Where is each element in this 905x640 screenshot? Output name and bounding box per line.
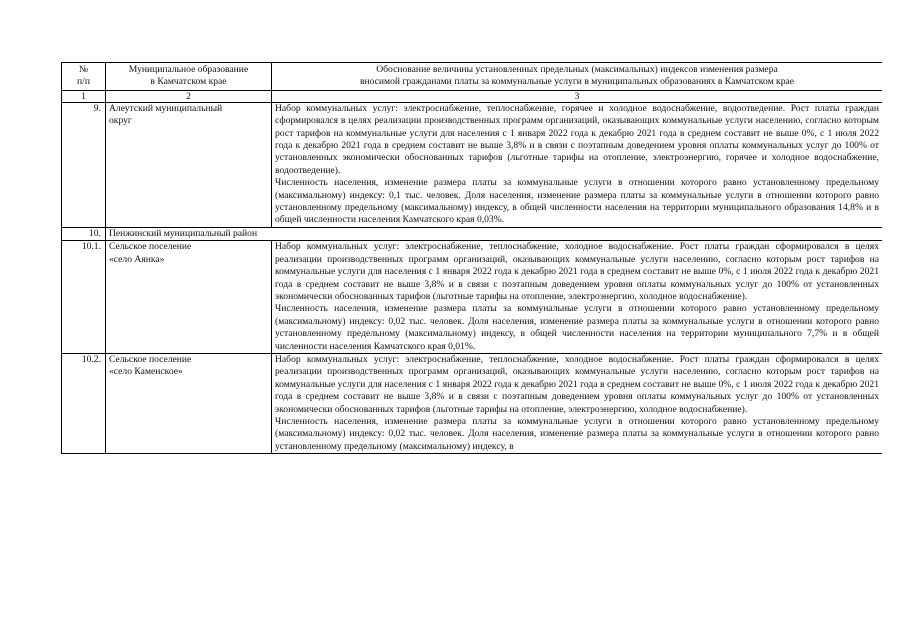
municipality-name-line2: «село Каменское» xyxy=(109,366,183,378)
header-justification-line2: вносимой гражданами платы за коммунальные услуги в муниципальных образованиях в Камчатском крае xyxy=(359,76,795,88)
header-municipality-line1: Муниципальное образование xyxy=(128,64,249,75)
row-number: 10.1. xyxy=(62,241,106,354)
justification-paragraph: Набор коммунальных услуг: электроснабжение, теплоснабжение, холодное водоснабжение. Рост платы граждан сформировался в целях реализации производственных программ организаций, оказывающих коммунальные услуги населению, согласно которым рост тарифов на коммунальные услуги для населения с 1 января 2022 года к декабрю 2021 года в среднем составит не выше 0%, с 1 июля 2022 года к декабрю 2021 года в среднем составит не выше 3,8% и в связи с поэтапным доведением уровня оплаты коммунальных услуг до 100% от установленных экономически обоснованных тарифов (льготные тарифы на отопление, электроэнергию, холодное водоснабжение). xyxy=(275,241,879,302)
table-row xyxy=(62,102,883,227)
municipality-name-line2: «село Аянка» xyxy=(109,253,165,265)
municipality-name-line1: Сельское поселение xyxy=(109,241,192,253)
column-number-2: 2 xyxy=(106,90,272,102)
municipality-name: Пенжинский муниципальный район xyxy=(106,227,883,240)
header-justification-line1: Обоснование величины установленных предельных (максимальных) индексов изменения размера xyxy=(376,64,778,75)
municipality-name xyxy=(106,353,272,453)
column-number-3: 3 xyxy=(272,90,883,102)
column-number-1: 1 xyxy=(62,90,106,102)
table-row xyxy=(62,227,883,240)
justification-paragraph: Набор коммунальных услуг: электроснабжение, теплоснабжение, холодное водоснабжение. Рост платы граждан сформировался в целях реализации производственных программ организаций, оказывающих коммунальные услуги населению, согласно которым рост тарифов на коммунальные услуги для населения с 1 января 2022 года к декабрю 2021 года в среднем составит не выше 0%, с 1 июля 2022 года к декабрю 2021 года в среднем составит не выше 3,8% и в связи с поэтапным доведением уровня оплаты коммунальных услуг до 100% от установленных экономически обоснованных тарифов (льготные тарифы на отопление, электроэнергию, холодное водоснабжение). xyxy=(275,353,879,415)
header-justification-cell xyxy=(272,63,883,91)
municipality-name xyxy=(106,241,272,354)
justification-paragraph: Набор коммунальных услуг: электроснабжение, теплоснабжение, горячее и холодное водоснабжение, водоотведение. Рост платы граждан сформировался в целях реализации производственных программ организаций, оказывающих коммунальные услуги населению, согласно которым рост тарифов на коммунальные услуги для населения с 1 января 2022 года к декабрю 2021 года в среднем составит не выше 0%, с 1 июля 2022 года к декабрю 2021 года в среднем составит не выше 3,8% и в связи с поэтапным доведением уровня оплаты коммунальных услуг до 100% от установленных экономически обоснованных тарифов (льготные тарифы на отопление, электроэнергию, горячее и холодное водоснабжение, водоотведение). xyxy=(275,102,879,176)
tariff-table xyxy=(61,62,882,454)
justification-text xyxy=(272,353,883,453)
table-row xyxy=(62,241,883,354)
document-page xyxy=(61,62,882,565)
municipality-name: Алеутский муниципальный округ xyxy=(106,102,272,227)
justification-paragraph: Численность населения, изменение размера платы за коммунальные услуги в отношении которого равно установленному предельному (максимальному) индексу: 0,1 тыс. человек. Доля населения, изменение размера платы за коммунальные услуги в отношении которого равно установленному предельному (максимальному) индексу, в общей численности населения на территории муниципального образования 14,8% и в общей численности населения Камчатского края 0,03%. xyxy=(275,177,879,226)
header-number-cell xyxy=(62,63,106,91)
header-municipality-line2: в Камчатском крае xyxy=(150,76,227,88)
row-number: 10.2. xyxy=(62,353,106,453)
header-number-line2: п/п xyxy=(77,76,90,88)
column-number-row xyxy=(62,90,883,102)
justification-paragraph: Численность населения, изменение размера платы за коммунальные услуги в отношении которого равно установленному предельному (максимальному) индексу: 0,02 тыс. человек. Доля населения, изменение размера платы за коммунальные услуги в отношении которого равно установленному предельному (максимальному) индексу, в общей численности населения на территории муниципального 7,7% и в общей численности населения Камчатского края 0,01%. xyxy=(275,303,879,352)
table-row xyxy=(62,353,883,453)
municipality-name-line1: Сельское поселение xyxy=(109,353,192,365)
justification-text xyxy=(272,241,883,354)
table-header-row xyxy=(62,63,883,91)
header-municipality-cell xyxy=(106,63,272,91)
justification-paragraph: Численность населения, изменение размера платы за коммунальные услуги в отношении которого равно установленному предельному (максимальному) индексу: 0,02 тыс. человек. Доля населения, изменение размера платы за коммунальные услуги в отношении которого равно установленному предельному (максимальному) индексу, в xyxy=(275,415,879,452)
row-number: 10. xyxy=(62,227,106,240)
header-number-line1: № xyxy=(78,64,89,75)
justification-text xyxy=(272,102,883,227)
row-number: 9. xyxy=(62,102,106,227)
